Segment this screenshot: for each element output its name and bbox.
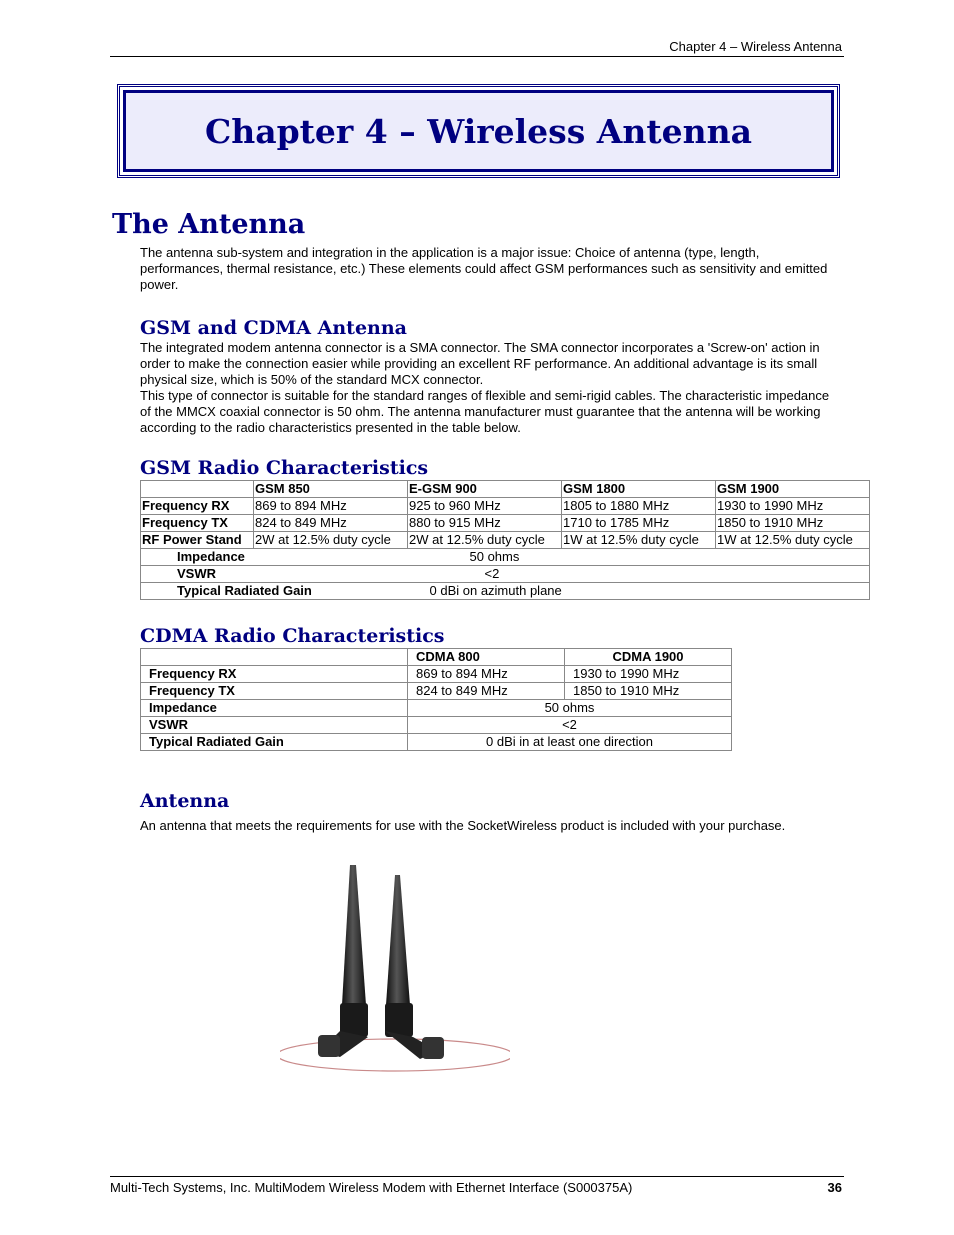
- impedance-paragraph: This type of connector is suitable for the standard ranges of flexible and semi-rigid cables. The characteristic impedance of the MMCX coaxial connector is 50 ohm. The antenna manufacturer must guarantee that the antenna will be working according to the radio characteristics presented in the table below.: [140, 388, 830, 435]
- table-cell: 1930 to 1990 MHz: [565, 666, 732, 683]
- table-cell: 880 to 915 MHz: [408, 515, 562, 532]
- table-row-label: VSWR: [141, 717, 408, 734]
- table-row-label: Typical Radiated Gain: [141, 734, 408, 751]
- cdma-radio-heading: CDMA Radio Characteristics: [140, 625, 445, 647]
- gsm-cdma-antenna-heading: GSM and CDMA Antenna: [140, 317, 407, 339]
- table-row-label: Frequency RX: [141, 498, 254, 515]
- table-row: [141, 515, 870, 532]
- table-row-label: Frequency TX: [141, 515, 254, 532]
- running-header: Chapter 4 – Wireless Antenna: [669, 39, 842, 54]
- table-cell: 869 to 894 MHz: [254, 498, 408, 515]
- table-cell: 1850 to 1910 MHz: [716, 515, 870, 532]
- table-row-label: Impedance: [141, 700, 408, 717]
- table-row: [141, 566, 870, 583]
- table-row: [141, 649, 732, 666]
- table-cell: 1930 to 1990 MHz: [716, 498, 870, 515]
- table-row: [141, 666, 732, 683]
- table-header-cell: CDMA 800: [408, 649, 565, 666]
- table-cell: 824 to 849 MHz: [408, 683, 565, 700]
- table-cell: 869 to 894 MHz: [408, 666, 565, 683]
- table-cell: 824 to 849 MHz: [254, 515, 408, 532]
- table-header-cell: GSM 1900: [716, 481, 870, 498]
- antenna-left: [342, 865, 366, 1005]
- gsm-radio-table: [140, 480, 870, 600]
- table-row: [141, 683, 732, 700]
- table-cell: 0 dBi in at least one direction: [408, 734, 732, 751]
- connector-paragraph: The integrated modem antenna connector is a SMA connector. The SMA connector incorporates a 'Screw-on' action in order to make the connection easier while providing an excellent RF performance. An additional advantage is its small physical size, which is 50% of the standard MCX connector.: [140, 340, 820, 387]
- table-row-label: VSWR: [141, 566, 408, 583]
- table-row: [141, 549, 870, 566]
- table-cell: 2W at 12.5% duty cycle: [254, 532, 408, 549]
- table-cell: [141, 649, 408, 666]
- chapter-title-box: [117, 84, 840, 178]
- footer-text: Multi-Tech Systems, Inc. MultiModem Wireless Modem with Ethernet Interface (S000375A): [110, 1180, 633, 1195]
- table-cell: 1W at 12.5% duty cycle: [562, 532, 716, 549]
- table-cell: 1850 to 1910 MHz: [565, 683, 732, 700]
- table-cell: 50 ohms: [408, 700, 732, 717]
- footer-rule: [110, 1176, 844, 1177]
- table-cell: 925 to 960 MHz: [408, 498, 562, 515]
- table-cell: <2: [408, 566, 870, 583]
- table-row: [141, 481, 870, 498]
- table-row-label: RF Power Stand: [141, 532, 254, 549]
- table-row-label: Typical Radiated Gain: [141, 583, 408, 600]
- table-row: [141, 734, 732, 751]
- table-header-cell: CDMA 1900: [565, 649, 732, 666]
- table-cell: 50 ohms: [408, 549, 870, 566]
- table-header-cell: E-GSM 900: [408, 481, 562, 498]
- table-row-label: Impedance: [141, 549, 408, 566]
- antenna-photo: [280, 855, 510, 1085]
- table-row-label: Frequency RX: [141, 666, 408, 683]
- table-cell: [141, 481, 254, 498]
- table-row: [141, 717, 732, 734]
- table-row-label: Frequency TX: [141, 683, 408, 700]
- table-row: [141, 700, 732, 717]
- cdma-radio-table: [140, 648, 732, 751]
- header-rule: [110, 56, 844, 57]
- table-cell: 2W at 12.5% duty cycle: [408, 532, 562, 549]
- table-header-cell: GSM 1800: [562, 481, 716, 498]
- antenna-paragraph: An antenna that meets the requirements for use with the SocketWireless product is included with your purchase.: [140, 818, 786, 833]
- chapter-title: Chapter 4 – Wireless Antenna: [204, 111, 753, 151]
- table-row: [141, 532, 870, 549]
- page-number: 36: [827, 1180, 842, 1195]
- table-cell: 1W at 12.5% duty cycle: [716, 532, 870, 549]
- section-title: The Antenna: [112, 209, 306, 240]
- table-cell: <2: [408, 717, 732, 734]
- antenna-right: [386, 875, 410, 1005]
- table-row: [141, 583, 870, 600]
- intro-paragraph: The antenna sub-system and integration in the application is a major issue: Choice of antenna (type, length, performances, thermal resistance, etc.) These elements could affect GSM performances such as sensitivity and emitted power.: [140, 245, 828, 292]
- table-cell: 1710 to 1785 MHz: [562, 515, 716, 532]
- gsm-radio-heading: GSM Radio Characteristics: [140, 457, 429, 479]
- table-cell: 0 dBi on azimuth plane: [408, 583, 870, 600]
- table-cell: 1805 to 1880 MHz: [562, 498, 716, 515]
- table-header-cell: GSM 850: [254, 481, 408, 498]
- antenna-heading: Antenna: [140, 790, 230, 812]
- table-row: [141, 498, 870, 515]
